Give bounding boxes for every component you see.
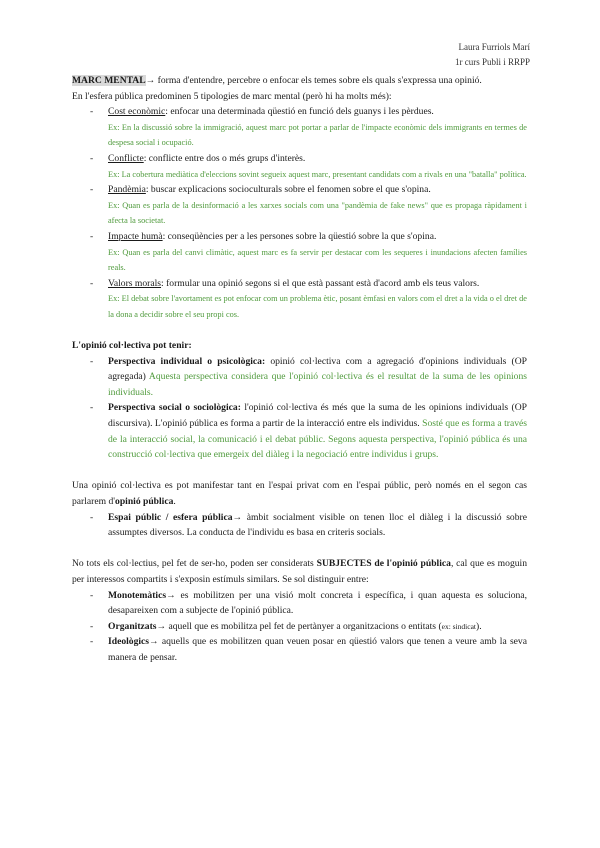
- list-item: - Monotemàtics→ es mobilitzen per una visió molt concreta i específica, i quan aquesta es soluciona, desapareixen com a subjecte de l'opinió pública.: [72, 588, 527, 619]
- subjectes-paragraph: No tots els col·lectius, pel fet de ser-ho, poden ser considerats SUBJECTES de l'opinió pública, cal que es moguin per interessos compartits i s'exposin estímuls similars. Se sol distinguir entre:: [72, 558, 527, 585]
- marc-definition: MARC MENTAL→ forma d'entendre, percebre o enfocar els temes sobre els quals s'expressa una opinió.: [72, 75, 482, 86]
- example-text: Ex: El debat sobre l'avortament es pot enfocar com un problema ètic, posant èmfasi en valors com el dret a la vida o el dret de la dona a decidir sobre el seu propi cos.: [108, 294, 527, 319]
- arrow: →: [145, 75, 156, 86]
- list-item: - Espai públic / esfera pública→ àmbit socialment visible on tenen lloc el diàleg i la discussió sobre assumptes diversos. La conducta de l'individu es basa en criteris socials.: [72, 510, 527, 541]
- page-header: [455, 40, 530, 70]
- marc-list: [72, 104, 527, 322]
- subjectes-list: [72, 588, 527, 666]
- list-item: - Cost econòmic: enfocar una determinada qüestió en funció dels guanys i les pèrdues. Ex: En la discussió sobre la immigració, aquest marc pot portar a parlar de l'impacte econòmic dels immigrants en termes de despesa social i ocupació.: [72, 104, 527, 151]
- course-label: 1r curs Publi i RRPP: [454, 57, 530, 67]
- list-item: - Conflicte: conflicte entre dos o més grups d'interès. Ex: La cobertura mediàtica d'eleccions sovint segueix aquest marc, presentant candidats com a rivals en una "batalla" política.: [72, 151, 527, 182]
- list-item: - Ideològics→ aquells que es mobilitzen quan veuen posar en qüestió valors que tenen a veure amb la seva manera de pensar.: [72, 634, 527, 665]
- list-item: - Organitzats→ aquell que es mobilitza pel fet de pertànyer a organitzacions o entitats (ex: sindicat).: [72, 619, 527, 635]
- example-text: Ex: Quan es parla del canvi climàtic, aquest marc es fa servir per destacar com les sequeres i inundacions afecten famílies reals.: [108, 247, 527, 273]
- marc-term: MARC MENTAL: [72, 75, 146, 86]
- example-text: Ex: En la discussió sobre la immigració, aquest marc pot portar a parlar de l'impacte econòmic dels immigrants en termes de despesa social i ocupació.: [108, 122, 527, 148]
- example-text: Ex: Quan es parla de la desinformació a les xarxes socials com una "pandèmia de fake news" que es propaga ràpidament i afecta la societat.: [108, 200, 527, 226]
- document-body: [72, 73, 527, 666]
- list-item: - Impacte humà: conseqüències per a les persones sobre la qüestió sobre la que s'opina. Ex: Quan es parla del canvi climàtic, aquest marc es fa servir per destacar com les sequeres i inundacions afecten famílies reals.: [72, 229, 527, 276]
- list-item: - Pandèmia: buscar explicacions socioculturals sobre el fenomen sobre el que s'opina. Ex: Quan es parla de la desinformació a les xarxes socials com una "pandèmia de fake news" que es propaga ràpidament i afecta la societat.: [72, 182, 527, 229]
- publica-list: [72, 510, 527, 541]
- example-text: Ex: La cobertura mediàtica d'eleccions sovint segueix aquest marc, presentant candidats com a rivals en una "batalla" política.: [108, 169, 527, 179]
- section-heading: L'opinió col·lectiva pot tenir:: [72, 340, 192, 352]
- collectiva-list: [72, 354, 527, 463]
- list-item: - Valors morals: formular una opinió segons si el que està passant està d'acord amb els teus valors. Ex: El debat sobre l'avortament es pot enfocar com un problema ètic, posant èmfasi en valors com el dret a la vida o el dret de la dona a decidir sobre el seu propi cos.: [72, 276, 527, 323]
- list-item: - Perspectiva individual o psicològica: opinió col·lectiva com a agregació d'opinions individuals (OP agregada) Aquesta perspectiva considera que l'opinió col·lectiva és el resultat de la suma de les opinions individuals.: [72, 354, 527, 401]
- marc-intro: En l'esfera pública predominen 5 tipologies de marc mental (però hi ha molts més):: [72, 90, 392, 102]
- list-item: - Perspectiva social o sociològica: l'opinió col·lectiva és més que la suma de les opinions individuals (OP discursiva). L'opinió pública es forma a partir de la interacció entre els individus. Sosté que es forma a través de la interacció social, la comunicació i el debat públic. Segons aquesta perspectiva, l'opinió pública és una construcció col·lectiva que emergeix del diàleg i la negociació entre individus i grups.: [72, 400, 527, 462]
- publica-paragraph: Una opinió col·lectiva es pot manifestar tant en l'espai privat com en l'espai públic, però només en el segon cas parlarem d'opinió pública.: [72, 480, 527, 508]
- author-name: Laura Furriols Marí: [458, 42, 530, 52]
